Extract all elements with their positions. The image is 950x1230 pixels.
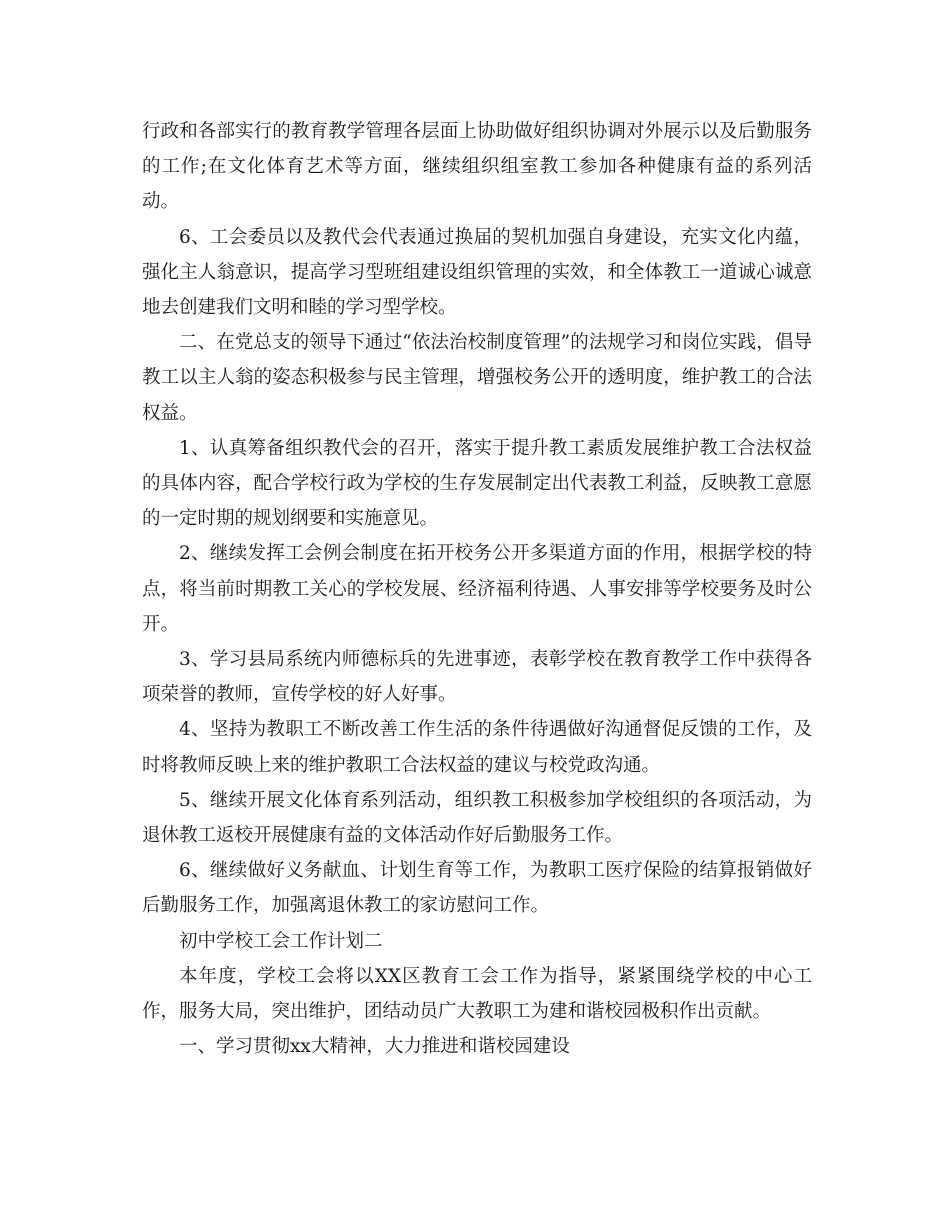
paragraph-item-2: 2、继续发挥工会例会制度在拓开校务公开多渠道方面的作用，根据学校的特点，将当前时期教工关心的学校发展、经济福利待遇、人事安排等学校要务及时公开。	[142, 543, 812, 635]
paragraph-item-6: 6、继续做好义务献血、计划生育等工作，为教职工医疗保险的结算报销做好后勤服务工作，加强离退休教工的家访慰问工作。	[142, 860, 812, 917]
paragraph-item-3: 3、学习县局系统内师德标兵的先进事迹，表彰学校在教育教学工作中获得各项荣誉的教师，宣传学校的好人好事。	[142, 649, 812, 706]
paragraph-plan-intro: 本年度，学校工会将以XX区教育工会工作为指导，紧紧围绕学校的中心工作，服务大局，突出维护，团结动员广大教职工为建和谐校园极积作出贡献。	[142, 965, 812, 1023]
document-body	[142, 114, 812, 1064]
paragraph-item-6-committee: 6、工会委员以及教代会代表通过换届的契机加强自身建设，充实文化内蕴，强化主人翁意识，提高学习型班组建设组织管理的实效，和全体教工一道诚心诚意地去创建我们文明和睦的学习型学校。	[142, 226, 812, 319]
paragraph-section-one: 一、学习贯彻xx大精神，大力推进和谐校园建设	[179, 1036, 570, 1058]
paragraph-item-5: 5、继续开展文化体育系列活动，组织教工积极参加学校组织的各项活动，为退休教工返校开展健康有益的文体活动作好后勤服务工作。	[142, 789, 812, 847]
paragraph-item-1: 1、认真筹备组织教代会的召开，落实于提升教工素质发展维护教工合法权益的具体内容，配合学校行政为学校的生存发展制定出代表教工利益，反映教工意愿的一定时期的规划纲要和实施意见。	[142, 437, 812, 530]
section-title-plan-two: 初中学校工会工作计划二	[179, 930, 383, 952]
paragraph-item-4: 4、坚持为教职工不断改善工作生活的条件待遇做好沟通督促反馈的工作，及时将教师反映上来的维护教职工合法权益的建议与校党政沟通。	[142, 719, 812, 776]
paragraph-section-two: 二、在党总支的领导下通过“依法治校制度管理”的法规学习和岗位实践，倡导教工以主人翁的姿态积极参与民主管理，增强校务公开的透明度，维护教工的合法权益。	[142, 332, 812, 424]
paragraph-continuation: 行政和各部实行的教育教学管理各层面上协助做好组织协调对外展示以及后勤服务的工作;在文化体育艺术等方面，继续组织组室教工参加各种健康有益的系列活动。	[142, 121, 812, 213]
